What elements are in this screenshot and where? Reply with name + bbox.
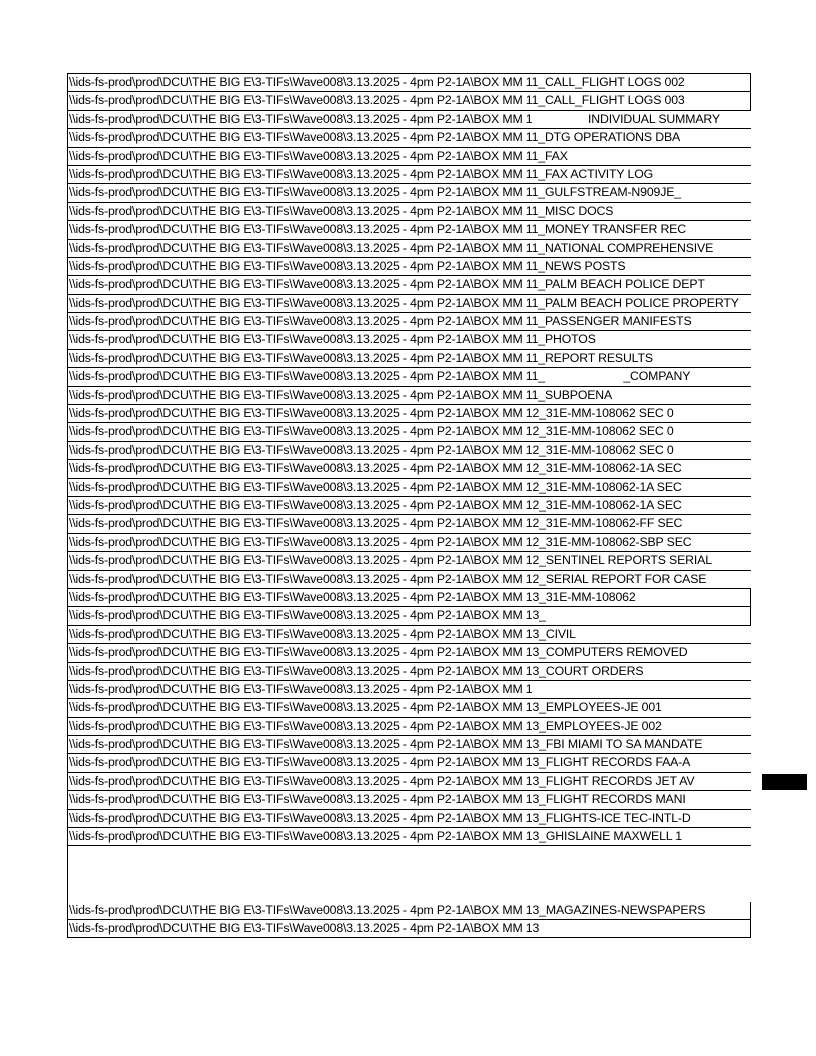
path-cell: \\ids-fs-prod\prod\DCU\THE BIG E\3-TIFs\Wave008\3.13.2025 - 4pm P2-1A\BOX MM 11_FAX (69, 148, 568, 163)
path-cell: \\ids-fs-prod\prod\DCU\THE BIG E\3-TIFs\Wave008\3.13.2025 - 4pm P2-1A\BOX MM 13_EMPLOYEES-JE 002 (69, 718, 662, 733)
table-row (68, 276, 751, 294)
path-cell: \\ids-fs-prod\prod\DCU\THE BIG E\3-TIFs\Wave008\3.13.2025 - 4pm P2-1A\BOX MM 11_GULFSTREAM-N909JE_ (69, 185, 681, 200)
table-row (68, 663, 751, 681)
path-cell: \\ids-fs-prod\prod\DCU\THE BIG E\3-TIFs\Wave008\3.13.2025 - 4pm P2-1A\BOX MM 11_PALM BEACH POLICE DEPT (69, 277, 705, 292)
table-row (68, 699, 751, 717)
path-cell: \\ids-fs-prod\prod\DCU\THE BIG E\3-TIFs\Wave008\3.13.2025 - 4pm P2-1A\BOX MM 13_FLIGHT RECORDS FAA-A (69, 755, 691, 770)
path-cell: \\ids-fs-prod\prod\DCU\THE BIG E\3-TIFs\Wave008\3.13.2025 - 4pm P2-1A\BOX MM 13_FLIGHTS-ICE TEC-INTL-D (69, 810, 691, 825)
path-cell: \\ids-fs-prod\prod\DCU\THE BIG E\3-TIFs\Wave008\3.13.2025 - 4pm P2-1A\BOX MM 11_ _COMPANY (69, 369, 691, 384)
table-row (68, 331, 751, 349)
blank-row (68, 883, 751, 901)
path-cell: \\ids-fs-prod\prod\DCU\THE BIG E\3-TIFs\Wave008\3.13.2025 - 4pm P2-1A\BOX MM 13_COURT ORDERS (69, 663, 644, 678)
path-cell: \\ids-fs-prod\prod\DCU\THE BIG E\3-TIFs\Wave008\3.13.2025 - 4pm P2-1A\BOX MM 11_PHOTOS (69, 332, 596, 347)
redaction-block (762, 774, 807, 790)
path-cell: \\ids-fs-prod\prod\DCU\THE BIG E\3-TIFs\Wave008\3.13.2025 - 4pm P2-1A\BOX MM 11_CALL_FLIGHT LOGS 002 (69, 75, 685, 89)
table-row (68, 736, 751, 754)
path-cell: \\ids-fs-prod\prod\DCU\THE BIG E\3-TIFs\Wave008\3.13.2025 - 4pm P2-1A\BOX MM 1 (69, 681, 533, 696)
path-cell: \\ids-fs-prod\prod\DCU\THE BIG E\3-TIFs\Wave008\3.13.2025 - 4pm P2-1A\BOX MM 13_FLIGHT RECORDS JET AV (69, 773, 695, 788)
path-cell: \\ids-fs-prod\prod\DCU\THE BIG E\3-TIFs\Wave008\3.13.2025 - 4pm P2-1A\BOX MM 13_EMPLOYEES-JE 001 (69, 700, 662, 715)
path-cell: \\ids-fs-prod\prod\DCU\THE BIG E\3-TIFs\Wave008\3.13.2025 - 4pm P2-1A\BOX MM 11_SUBPOENA (69, 387, 613, 402)
table-row (68, 92, 751, 110)
path-cell: \\ids-fs-prod\prod\DCU\THE BIG E\3-TIFs\Wave008\3.13.2025 - 4pm P2-1A\BOX MM 11_MISC DOCS (69, 203, 614, 218)
table-row (68, 479, 751, 497)
path-cell: \\ids-fs-prod\prod\DCU\THE BIG E\3-TIFs\Wave008\3.13.2025 - 4pm P2-1A\BOX MM 12_31E-MM-108062 SEC 0 (69, 406, 674, 421)
path-cell: \\ids-fs-prod\prod\DCU\THE BIG E\3-TIFs\Wave008\3.13.2025 - 4pm P2-1A\BOX MM 12_31E-MM-108062-1A SEC (69, 461, 682, 476)
path-cell: \\ids-fs-prod\prod\DCU\THE BIG E\3-TIFs\Wave008\3.13.2025 - 4pm P2-1A\BOX MM 13_GHISLAINE MAXWELL 1 (69, 829, 682, 844)
table-row (68, 552, 751, 570)
path-cell: \\ids-fs-prod\prod\DCU\THE BIG E\3-TIFs\Wave008\3.13.2025 - 4pm P2-1A\BOX MM 1 INDIVIDUAL SUMMARY (69, 111, 720, 126)
table-row (68, 184, 751, 202)
table-row (68, 423, 751, 441)
path-cell: \\ids-fs-prod\prod\DCU\THE BIG E\3-TIFs\Wave008\3.13.2025 - 4pm P2-1A\BOX MM 11_PALM BEACH POLICE PROPERTY (69, 295, 739, 310)
path-cell: \\ids-fs-prod\prod\DCU\THE BIG E\3-TIFs\Wave008\3.13.2025 - 4pm P2-1A\BOX MM 12_31E-MM-108062-SBP SEC (69, 534, 692, 549)
path-cell: \\ids-fs-prod\prod\DCU\THE BIG E\3-TIFs\Wave008\3.13.2025 - 4pm P2-1A\BOX MM 13_COMPUTERS REMOVED (69, 645, 688, 660)
table-row (68, 405, 751, 423)
table-row (68, 148, 751, 166)
table-row (68, 368, 751, 386)
path-cell: \\ids-fs-prod\prod\DCU\THE BIG E\3-TIFs\Wave008\3.13.2025 - 4pm P2-1A\BOX MM 12_SERIAL REPORT FOR CASE (69, 571, 707, 586)
table-row (68, 681, 751, 699)
table-row (68, 203, 751, 221)
table-row (68, 515, 751, 533)
table-row (68, 920, 751, 938)
path-cell: \\ids-fs-prod\prod\DCU\THE BIG E\3-TIFs\Wave008\3.13.2025 - 4pm P2-1A\BOX MM 13_31E-MM-108062 (69, 589, 636, 604)
table-row (68, 791, 751, 809)
path-cell: \\ids-fs-prod\prod\DCU\THE BIG E\3-TIFs\Wave008\3.13.2025 - 4pm P2-1A\BOX MM 13_FBI MIAMI TO SA MANDATE (69, 737, 703, 752)
table-row (68, 773, 751, 791)
blank-row (68, 865, 751, 883)
table-row (68, 387, 751, 405)
path-cell: \\ids-fs-prod\prod\DCU\THE BIG E\3-TIFs\Wave008\3.13.2025 - 4pm P2-1A\BOX MM 13 (69, 920, 540, 935)
table-row (68, 534, 751, 552)
path-cell: \\ids-fs-prod\prod\DCU\THE BIG E\3-TIFs\Wave008\3.13.2025 - 4pm P2-1A\BOX MM 11_MONEY TRANSFER REC (69, 222, 686, 237)
table-row (68, 810, 751, 828)
path-cell: \\ids-fs-prod\prod\DCU\THE BIG E\3-TIFs\Wave008\3.13.2025 - 4pm P2-1A\BOX MM 12_31E-MM-108062 SEC 0 (69, 442, 674, 457)
table-row (68, 313, 751, 331)
path-cell: \\ids-fs-prod\prod\DCU\THE BIG E\3-TIFs\Wave008\3.13.2025 - 4pm P2-1A\BOX MM 11_NEWS POSTS (69, 258, 626, 273)
path-cell: \\ids-fs-prod\prod\DCU\THE BIG E\3-TIFs\Wave008\3.13.2025 - 4pm P2-1A\BOX MM 13_ (69, 608, 546, 623)
table-row (68, 902, 751, 920)
path-cell: \\ids-fs-prod\prod\DCU\THE BIG E\3-TIFs\Wave008\3.13.2025 - 4pm P2-1A\BOX MM 11_NATIONAL COMPREHENSIVE (69, 240, 714, 255)
table-row (68, 607, 751, 625)
path-cell: \\ids-fs-prod\prod\DCU\THE BIG E\3-TIFs\Wave008\3.13.2025 - 4pm P2-1A\BOX MM 11_REPORT RESULTS (69, 350, 653, 365)
table-row (68, 221, 751, 239)
table-row (68, 644, 751, 662)
table-row (68, 74, 751, 92)
table-row (68, 166, 751, 184)
table-row (68, 497, 751, 515)
table-row (68, 626, 751, 644)
path-cell: \\ids-fs-prod\prod\DCU\THE BIG E\3-TIFs\Wave008\3.13.2025 - 4pm P2-1A\BOX MM 12_31E-MM-108062-1A SEC (69, 479, 682, 494)
path-cell: \\ids-fs-prod\prod\DCU\THE BIG E\3-TIFs\Wave008\3.13.2025 - 4pm P2-1A\BOX MM 11_CALL_FLIGHT LOGS 003 (69, 93, 685, 108)
table-row (68, 442, 751, 460)
table-row (68, 460, 751, 478)
table-row (68, 129, 751, 147)
table-row (68, 240, 751, 258)
path-cell: \\ids-fs-prod\prod\DCU\THE BIG E\3-TIFs\Wave008\3.13.2025 - 4pm P2-1A\BOX MM 12_31E-MM-108062 SEC 0 (69, 424, 674, 439)
table-row (68, 828, 751, 846)
path-cell: \\ids-fs-prod\prod\DCU\THE BIG E\3-TIFs\Wave008\3.13.2025 - 4pm P2-1A\BOX MM 11_PASSENGER MANIFESTS (69, 314, 692, 329)
path-cell: \\ids-fs-prod\prod\DCU\THE BIG E\3-TIFs\Wave008\3.13.2025 - 4pm P2-1A\BOX MM 11_DTG OPERATIONS DBA (69, 130, 681, 145)
path-cell: \\ids-fs-prod\prod\DCU\THE BIG E\3-TIFs\Wave008\3.13.2025 - 4pm P2-1A\BOX MM 12_SENTINEL REPORTS SERIAL (69, 553, 712, 568)
table-row (68, 258, 751, 276)
blank-row (68, 846, 751, 864)
path-cell: \\ids-fs-prod\prod\DCU\THE BIG E\3-TIFs\Wave008\3.13.2025 - 4pm P2-1A\BOX MM 13_CIVIL (69, 626, 576, 641)
path-cell: \\ids-fs-prod\prod\DCU\THE BIG E\3-TIFs\Wave008\3.13.2025 - 4pm P2-1A\BOX MM 11_FAX ACTIVITY LOG (69, 166, 654, 181)
path-cell: \\ids-fs-prod\prod\DCU\THE BIG E\3-TIFs\Wave008\3.13.2025 - 4pm P2-1A\BOX MM 12_31E-MM-108062-FF SEC (69, 516, 683, 531)
table-row (68, 754, 751, 772)
path-cell: \\ids-fs-prod\prod\DCU\THE BIG E\3-TIFs\Wave008\3.13.2025 - 4pm P2-1A\BOX MM 12_31E-MM-108062-1A SEC (69, 497, 682, 512)
path-cell: \\ids-fs-prod\prod\DCU\THE BIG E\3-TIFs\Wave008\3.13.2025 - 4pm P2-1A\BOX MM 13_FLIGHT RECORDS MANI (69, 792, 686, 807)
table-row (68, 571, 751, 589)
table-row (68, 718, 751, 736)
table-row (68, 350, 751, 368)
path-cell: \\ids-fs-prod\prod\DCU\THE BIG E\3-TIFs\Wave008\3.13.2025 - 4pm P2-1A\BOX MM 13_MAGAZINES-NEWSPAPERS (69, 902, 706, 917)
table-row (68, 111, 751, 129)
table-row (68, 295, 751, 313)
table-row (68, 589, 751, 607)
file-path-table (67, 73, 751, 938)
